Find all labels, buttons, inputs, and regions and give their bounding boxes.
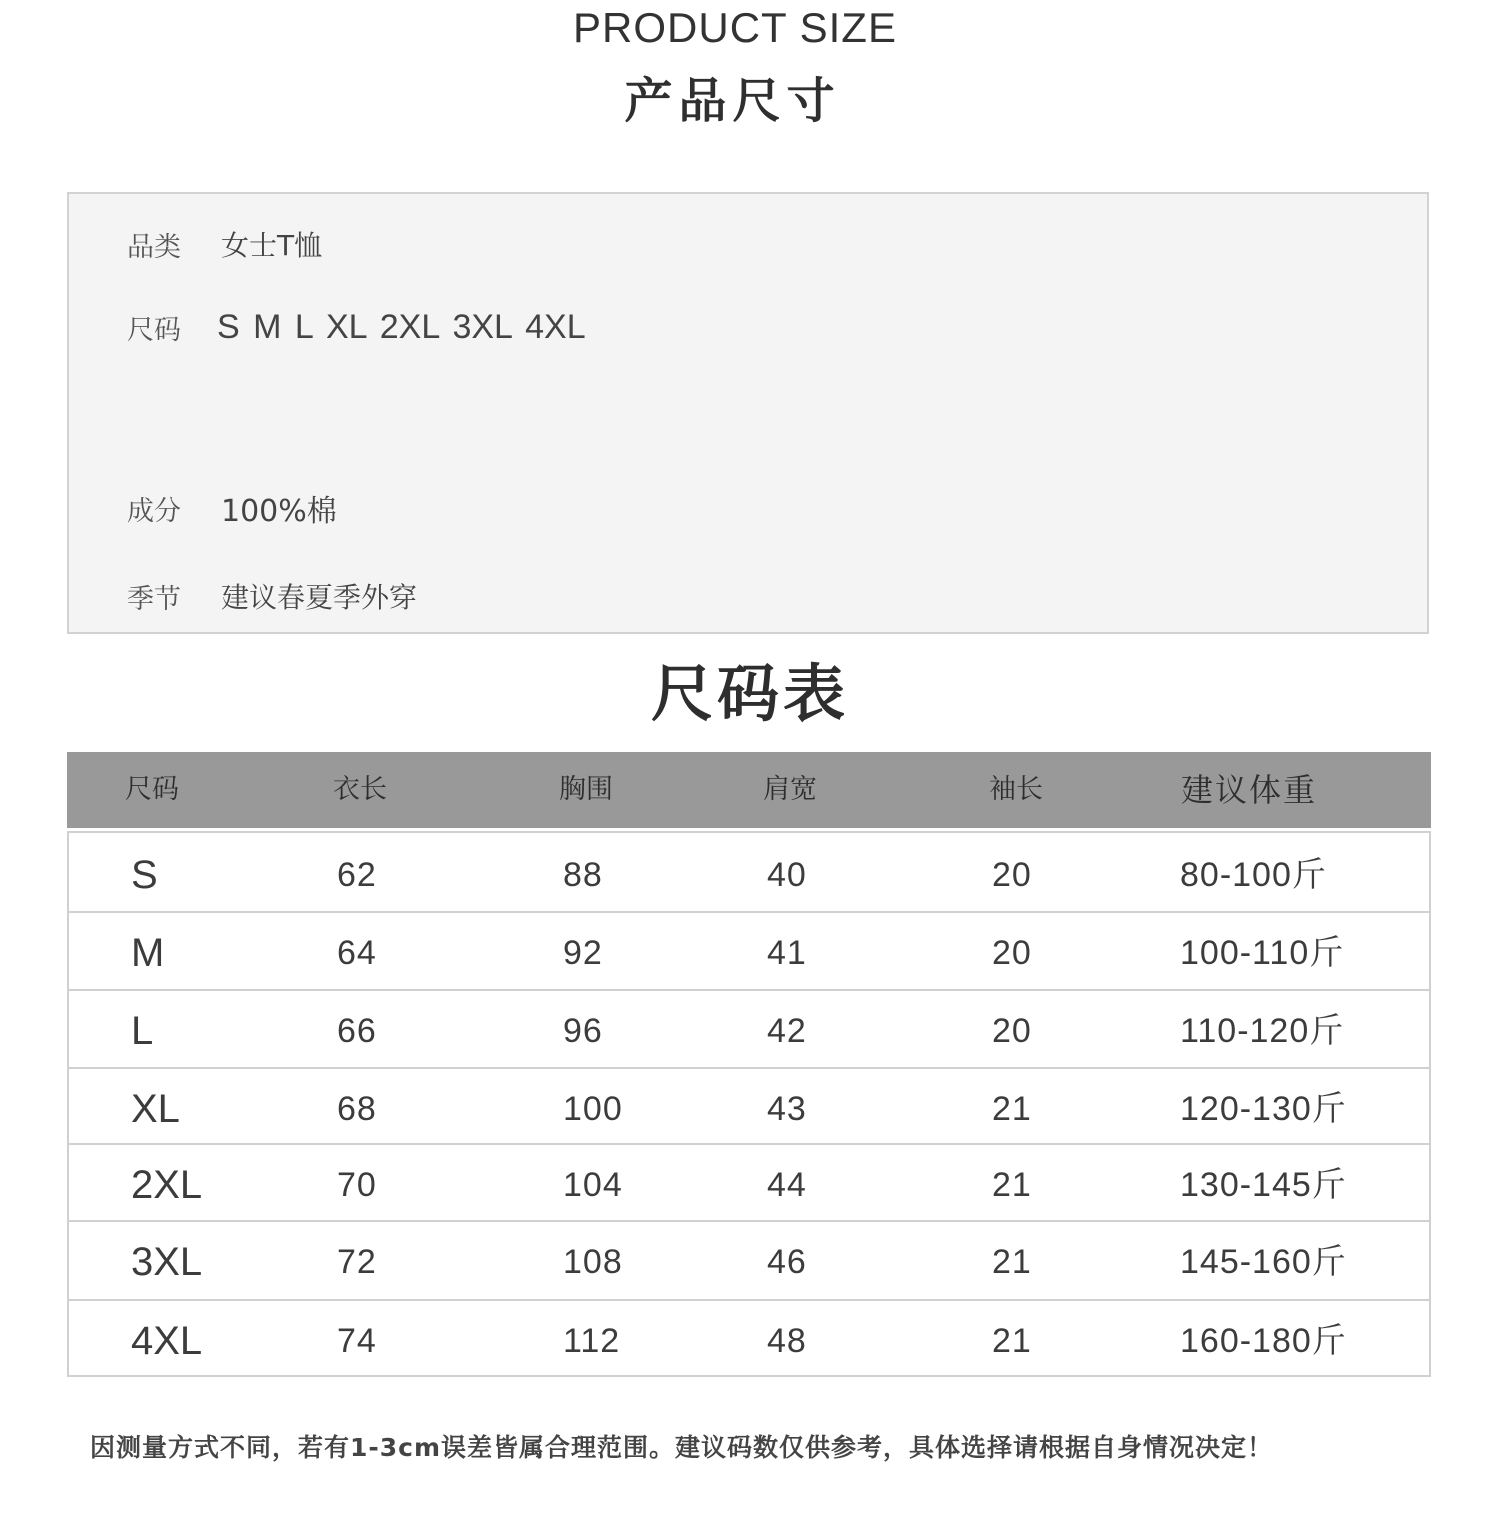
cell-length: 68 [337,1090,377,1128]
info-value-season: 建议春夏季外穿 [221,581,418,614]
cell-size: L [131,1009,154,1053]
cell-length: 74 [337,1322,377,1360]
cell-chest: 104 [563,1166,623,1204]
info-value-sizes: S M L XL 2XL 3XL 4XL [217,308,586,346]
table-row [69,1299,1429,1377]
size-table-header [67,752,1431,828]
cell-chest: 88 [563,856,603,894]
cell-weight: 110-120斤 [1180,1012,1345,1050]
cell-chest: 96 [563,1012,603,1050]
info-row-season [127,576,417,616]
cell-chest: 92 [563,934,603,972]
page-title-en: PRODUCT SIZE [573,4,897,51]
header-size: 尺码 [125,774,179,805]
cell-chest: 108 [563,1243,623,1281]
size-table-body [67,831,1431,1377]
table-row [69,833,1429,911]
header-length: 衣长 [333,774,387,805]
page-title-cn: 产品尺寸 [624,73,841,129]
cell-shoulder: 40 [767,856,807,894]
cell-shoulder: 48 [767,1322,807,1360]
info-label-composition: 成分 [127,495,181,527]
cell-size: S [131,853,158,897]
measurement-disclaimer: 因测量方式不同，若有1-3cm误差皆属合理范围。建议码数仅供参考，具体选择请根据自身情况决定！ [90,1433,1274,1462]
cell-size: XL [131,1087,180,1131]
cell-shoulder: 46 [767,1243,807,1281]
info-value-composition: 100%棉 [221,494,337,529]
info-value-category: 女士T恤 [221,229,323,262]
cell-sleeve: 20 [992,1012,1032,1050]
info-label-season: 季节 [127,583,181,615]
cell-length: 70 [337,1166,377,1204]
cell-weight: 120-130斤 [1180,1090,1347,1128]
info-row-category [127,224,322,264]
header-weight: 建议体重 [1181,771,1318,809]
cell-shoulder: 44 [767,1166,807,1204]
cell-sleeve: 21 [992,1166,1032,1204]
cell-sleeve: 21 [992,1090,1032,1128]
cell-shoulder: 42 [767,1012,807,1050]
cell-weight: 80-100斤 [1180,856,1327,894]
cell-size: 3XL [131,1240,203,1284]
cell-length: 66 [337,1012,377,1050]
cell-shoulder: 43 [767,1090,807,1128]
cell-size: 2XL [131,1163,203,1207]
table-row [69,1143,1429,1221]
cell-weight: 100-110斤 [1180,934,1345,972]
info-row-composition [127,486,337,530]
cell-size: 4XL [131,1319,203,1363]
info-label-sizes: 尺码 [127,315,181,346]
cell-size: M [131,931,165,975]
table-row [69,911,1429,989]
cell-sleeve: 20 [992,856,1032,894]
product-info-panel [67,192,1429,634]
cell-chest: 100 [563,1090,623,1128]
table-row [69,1067,1429,1145]
cell-sleeve: 21 [992,1243,1032,1281]
cell-length: 72 [337,1243,377,1281]
cell-weight: 145-160斤 [1180,1243,1347,1281]
table-row [69,989,1429,1067]
cell-length: 64 [337,934,377,972]
cell-shoulder: 41 [767,934,807,972]
cell-weight: 130-145斤 [1180,1166,1347,1204]
header-sleeve: 袖长 [989,774,1043,805]
info-label-category: 品类 [127,231,181,263]
table-row [69,1220,1429,1298]
cell-length: 62 [337,856,377,894]
cell-sleeve: 20 [992,934,1032,972]
cell-weight: 160-180斤 [1180,1322,1347,1360]
cell-sleeve: 21 [992,1322,1032,1360]
header-shoulder: 肩宽 [763,774,817,805]
size-table-title: 尺码表 [650,657,849,730]
header-chest: 胸围 [559,774,613,805]
info-row-sizes [127,308,586,347]
cell-chest: 112 [563,1322,621,1360]
